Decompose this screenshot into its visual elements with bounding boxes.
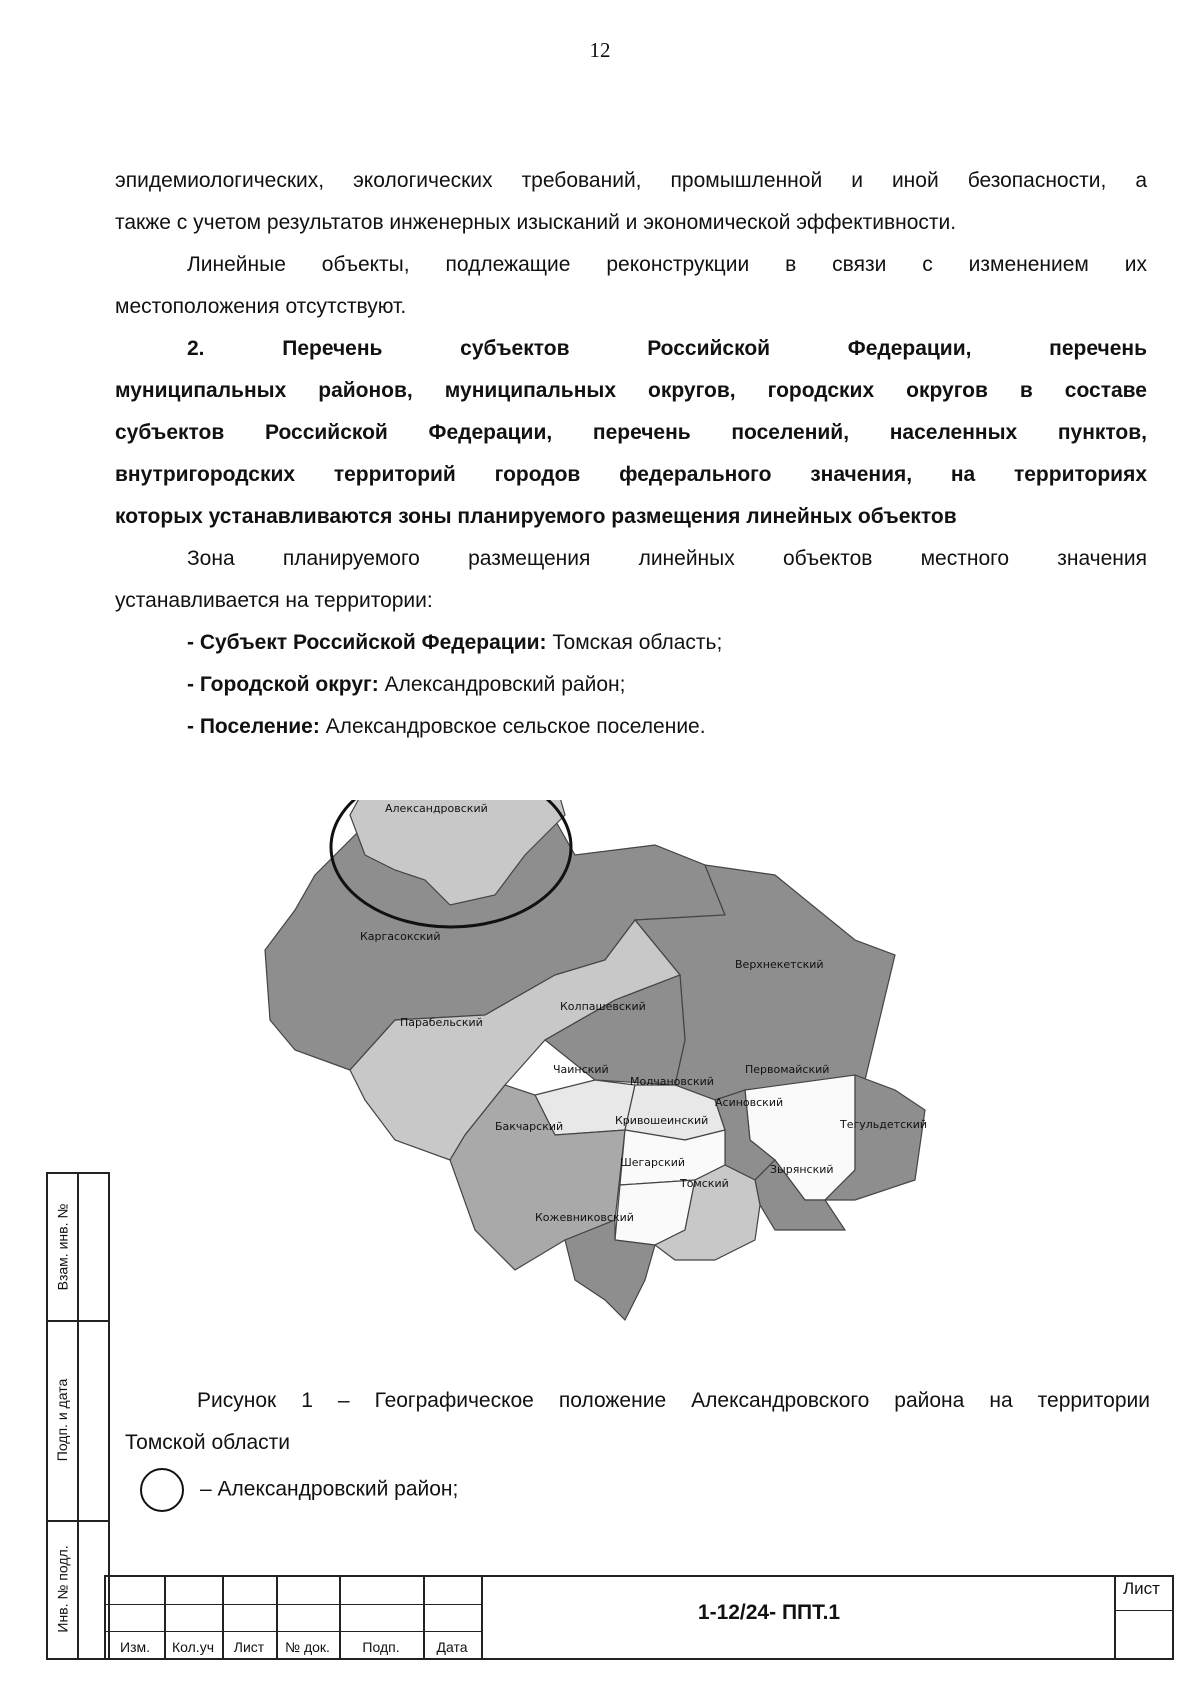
heading-line: 2. Перечень субъектов Российской Федерации, перечень [187,337,1147,360]
heading-line: внутригородских территорий городов федерального значения, на территориях [115,463,1147,486]
heading-line: субъектов Российской Федерации, перечень поселений, населенных пунктов, [115,421,1147,444]
bullet-district [115,664,1147,706]
map-label: Парабельский [400,1016,483,1029]
map-label: Колпашевский [560,1000,646,1013]
bullet-value: Александровское сельское поселение. [319,715,706,738]
figure-caption [125,1380,1150,1464]
bullet-value: Александровский район; [378,673,626,696]
map-label: Молчановский [630,1075,714,1088]
map-label: Асиновский [715,1096,784,1109]
stamp-column-label: Кол.уч [172,1639,214,1655]
map-label: Первомайский [745,1063,830,1076]
map-label: Тегульдетский [840,1118,928,1131]
stamp-divider [106,1631,481,1632]
stamp-divider [1114,1610,1172,1611]
stamp-column-label: Подп. [362,1639,400,1655]
heading-line: которых устанавливаются зоны планируемого размещения линейных объектов [115,505,957,528]
side-label: Инв. № подл. [54,1545,71,1633]
map-label: Чаинский [553,1063,609,1076]
paragraph-line: также с учетом результатов инженерных изысканий и экономической эффективности. [115,211,957,234]
body-text [115,160,1147,748]
bullet-value: Томская область; [546,631,723,654]
side-label: Подп. и дата [54,1378,71,1462]
bullet-label: - Городской округ: [187,673,379,696]
side-label: Взам. инв. № [54,1203,71,1291]
heading-line: муниципальных районов, муниципальных округов, городских округов в составе [115,379,1147,402]
tomsk-region-map [255,800,1035,1360]
paragraph-line: местоположения отсутствуют. [115,295,407,318]
bullet-subject [115,622,1147,664]
paragraph-line: Зона планируемого размещения линейных объектов местного значения [187,547,1147,570]
map-label: Томский [680,1177,729,1190]
side-divider [77,1174,79,1658]
side-cell [48,1520,77,1658]
map-label: Кожевниковский [535,1211,634,1224]
paragraph-line: Линейные объекты, подлежащие реконструкции в связи с изменением их [187,253,1147,276]
caption-line: Томской области [125,1431,291,1454]
map-label: Шегарский [620,1156,686,1169]
sheet-label: Лист [1123,1579,1160,1598]
circle-legend-icon [140,1468,184,1512]
side-cell [48,1174,77,1320]
document-code: 1-12/24- ППТ.1 [697,1601,841,1624]
map-label: Александровский [385,802,488,815]
stamp-column-label: Лист [233,1639,265,1655]
map-legend [140,1468,458,1512]
bullet-label: - Субъект Российской Федерации: [187,631,547,654]
paragraph-line: устанавливается на территории: [115,589,433,612]
stamp-column-label: Дата [436,1639,468,1655]
map-label: Зырянский [770,1163,834,1176]
page-number: 12 [589,38,611,62]
stamp-divider [106,1604,481,1605]
title-block [104,1575,1174,1660]
map-label: Верхнекетский [735,958,824,971]
map-label: Каргасокский [360,930,441,943]
section-heading [115,328,1147,538]
paragraph-line: эпидемиологических, экологических требований, промышленной и иной безопасности, а [115,169,1147,192]
side-cell [48,1320,77,1520]
map-label: Кривошеинский [615,1114,709,1127]
stamp-column-label: № док. [285,1639,330,1655]
bullet-label: - Поселение: [187,715,320,738]
stamp-column-label: Изм. [120,1639,150,1655]
side-stamp [46,1172,110,1660]
caption-line: Рисунок 1 – Географическое положение Александровского района на территории [197,1389,1150,1412]
bullet-settlement [115,706,1147,748]
legend-text: – Александровский район; [200,1477,459,1501]
map-label: Бакчарский [495,1120,564,1133]
